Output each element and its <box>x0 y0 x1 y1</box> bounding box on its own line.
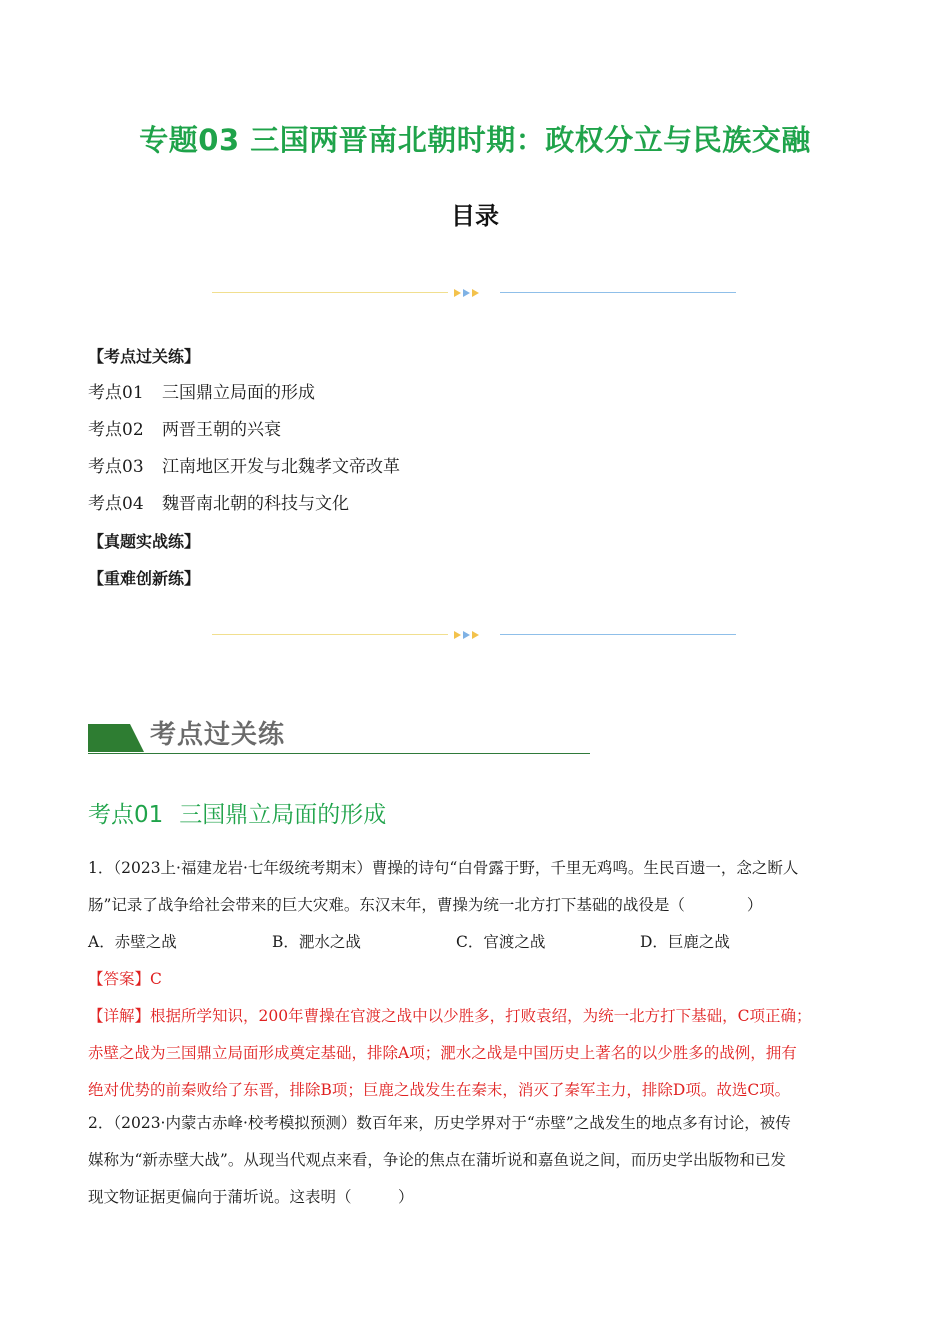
answer-line: 【答案】C <box>88 970 162 988</box>
banner-label: 考点过关练 <box>150 720 286 750</box>
toc-item-title: 魏晋南北朝的科技与文化 <box>162 494 349 514</box>
toc-section-kaodian[interactable]: 【考点过关练】 <box>88 347 201 366</box>
toc-item[interactable] <box>88 486 868 523</box>
table-of-contents <box>88 338 868 597</box>
question-2 <box>88 1105 864 1216</box>
decorative-divider-top <box>212 287 736 299</box>
question-1 <box>88 850 864 1109</box>
question-text: 媒称为“新赤壁大战”。从现当代观点来看，争论的焦点在蒲圻说和嘉鱼说之间，而历史学出版物和已发 <box>88 1151 786 1169</box>
question-text: 1．（2023上·福建龙岩·七年级统考期末）曹操的诗句“白骨露于野，千里无鸡鸣。生民百遗一，念之断人 <box>88 859 799 877</box>
main-title: 专题03 三国两晋南北朝时期：政权分立与民族交融 <box>139 123 811 157</box>
toc-item[interactable] <box>88 412 868 449</box>
toc-title: 目录 <box>451 202 499 230</box>
toc-item-title: 两晋王朝的兴衰 <box>162 420 281 440</box>
toc-section-zhenti[interactable]: 【真题实战练】 <box>88 532 201 551</box>
triple-arrow-icon <box>454 287 484 299</box>
toc-item-title: 三国鼎立局面的形成 <box>162 383 315 403</box>
detail-text: 【详解】根据所学知识，200年曹操在官渡之战中以少胜多，打败袁绍，为统一北方打下基础，C项正确； <box>88 1007 812 1025</box>
decorative-divider-bottom <box>212 629 736 641</box>
kaodian-number: 考点01 <box>88 802 164 828</box>
option-a: A．赤壁之战 <box>88 933 177 951</box>
toc-item-number: 考点03 <box>88 457 144 477</box>
toc-item-number: 考点02 <box>88 420 144 440</box>
kaodian-heading <box>88 796 386 829</box>
detail-text: 绝对优势的前秦败给了东晋，排除B项；巨鹿之战发生在秦末，消灭了秦军主力，排除D项。故选C项。 <box>88 1081 791 1099</box>
toc-item-title: 江南地区开发与北魏孝文帝改革 <box>162 457 400 477</box>
toc-item-number: 考点04 <box>88 494 144 514</box>
triple-arrow-icon <box>454 629 484 641</box>
question-text: 2．（2023·内蒙古赤峰·校考模拟预测）数百年来，历史学界对于“赤壁”之战发生的地点多有讨论，被传 <box>88 1114 791 1132</box>
detail-text: 赤壁之战为三国鼎立局面形成奠定基础，排除A项；淝水之战是中国历史上著名的以少胜多的战例，拥有 <box>88 1044 797 1062</box>
toc-item[interactable] <box>88 375 868 412</box>
option-d: D．巨鹿之战 <box>640 933 730 951</box>
question-options <box>88 924 864 961</box>
question-text: 现文物证据更偏向于蒲圻说。这表明（ ） <box>88 1188 414 1206</box>
section-banner <box>88 716 590 756</box>
toc-section-chuangxin[interactable]: 【重难创新练】 <box>88 569 201 588</box>
option-c: C．官渡之战 <box>456 933 546 951</box>
option-b: B．淝水之战 <box>272 933 361 951</box>
question-text: 肠”记录了战争给社会带来的巨大灾难。东汉末年，曹操为统一北方打下基础的战役是（ ） <box>88 896 763 914</box>
toc-item-number: 考点01 <box>88 383 144 403</box>
toc-item[interactable] <box>88 449 868 486</box>
kaodian-title: 三国鼎立局面的形成 <box>179 802 387 828</box>
banner-tab-shape-icon <box>88 724 146 754</box>
